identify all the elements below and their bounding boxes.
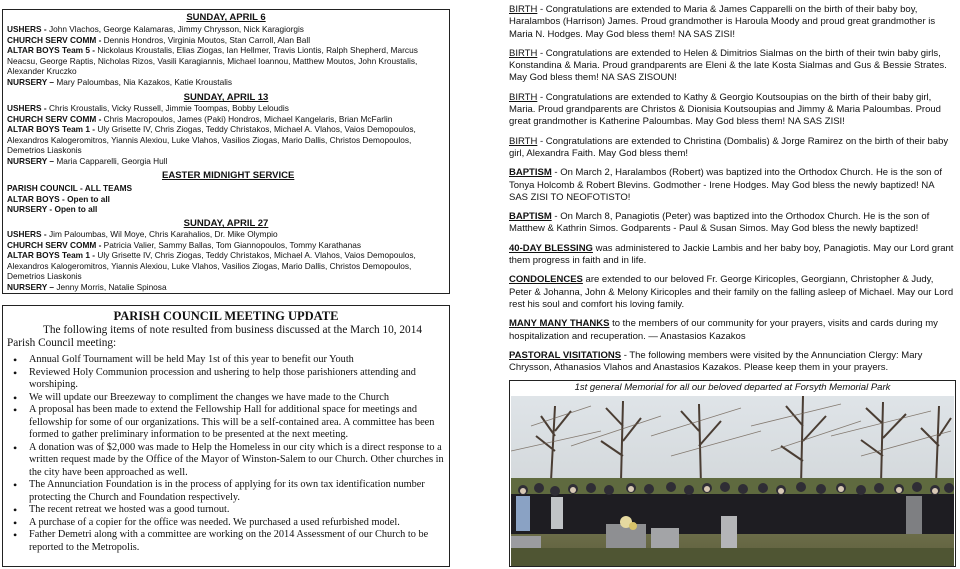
church-serv-label: CHURCH SERV COMM - [7,34,104,45]
list-item: • Reviewed Holy Communion procession and ushering to help those parishioners attending and worshiping. [7,367,445,392]
blessing-keyword: 40-DAY BLESSING [509,242,593,254]
church-serv-names: Dennis Hondros, Virginia Moutos, Stan Carroll, Alan Ball [103,34,311,45]
nursery-line [7,282,445,293]
list-item: • Father Demetri along with a committee are working on the 2014 Assessment of our Church to be reported to the Metropolis. [7,529,445,554]
ushers-line [7,24,445,35]
visits-text: - The following members were visited by the Annunciation Clergy: Mary Chrysson, Athanasios Vlahos and Anastasios Kazakos. Please keep them in your prayers. [509,349,923,374]
schedule-title-april-6: SUNDAY, APRIL 6 [186,12,266,23]
thanks-keyword: MANY MANY THANKS [509,318,610,330]
memorial-photo [511,396,954,566]
visits-keyword: PASTORAL VISITATIONS [509,349,622,361]
announcements-column [509,4,955,381]
easter-line-council: PARISH COUNCIL - ALL TEAMS [7,183,133,193]
baptism-keyword: BAPTISM [509,211,552,223]
altar-boys-label: ALTAR BOYS Team 1 - [7,250,98,260]
condolences-text: are extended to our beloved Fr. George Kiricoples, Georgiann, Christopher & Judy, Peter & Johanna, John & Melony Kiricoples and their family on the falling asleep of Michael. May our Lord rest his soul and comfort his loving family. [509,274,954,310]
schedule-title-april-27: SUNDAY, APRIL 27 [183,218,269,229]
blessing-announcement [509,243,955,268]
ushers-names: John Vlachos, George Kalamaras, Jimmy Chrysson, Nick Karagiorgis [48,24,304,34]
visits-announcement [509,350,955,375]
easter-lines [7,183,132,215]
ushers-label: USHERS - [7,229,49,239]
birth-announcement [509,4,955,41]
schedule-title-april-13: SUNDAY, APRIL 13 [183,92,269,103]
ushers-names: Chris Kroustalis, Vicky Russell, Jimmie Toompas, Bobby Leloudis [48,103,289,113]
council-intro: The following items of note resulted from business discussed at the March 10, 2014 Parish Council meeting: [7,324,423,349]
birth-keyword: BIRTH [509,47,538,59]
altar-boys-names: Nickolaus Kroustalis, Elias Ziogas, Ian Hellmer, Travis Liontis, Ralph Shepherd, Marcus Neacsu, George Raptis, Nicholas Rizos, Vasili Karagiannis, Michael Ioannou, Matthew Moutos, John Kroustalis, Alexander Kruczko [7,45,418,76]
altar-boys-line [7,124,445,156]
birth-text: - Congratulations are extended to Kathy & Georgio Koutsoupias on the birth of their baby girl, Maria. Proud grandparents are Christos & Dionisia Koutsoupias and Jimmy & Maria Paloumbas. Proud great grandmother is Katherine Paloumbas. May God bless them! NA SAS ZISI! [509,91,941,128]
nursery-names: Jenny Morris, Natalie Spinosa [56,281,167,292]
list-item: • A purchase of a copier for the office was needed. We purchased a used refurbished model. [7,517,445,530]
ushers-label: USHERS - [7,24,49,34]
birth-keyword: BIRTH [509,4,538,15]
church-serv-line [7,35,445,46]
thanks-text: to the members of our community for your prayers, visits and cards during my hospitalization and recuperation. — Anastasios Kazakos [509,318,938,342]
altar-boys-names: Uly Grisette IV, Chris Ziogas, Teddy Christakos, Michael A. Vlahos, Vaios Demopoulos, Alexandros Kalogeromitros, Yiannis Alexiou, Luke Vlahos, Vasilios Ziogas, Mario Dallis, Christos Demopoulos, Demetrios Liaskonis [7,124,416,155]
easter-title: EASTER MIDNIGHT SERVICE [162,170,295,181]
ushers-line [7,103,445,114]
church-serv-names: Chris Macropoulos, James (Paki) Hondros, Michael Kangelaris, Brian McFarlin [103,113,393,124]
nursery-label: NURSERY – [7,155,57,166]
altar-boys-names: Uly Grisette IV, Chris Ziogas, Teddy Christakos, Michael A. Vlahos, Vaios Demopoulos, Alexandros Kalogeromitros, Yiannis Alexiou, Luke Vlahos, Vasilios Ziogas, Mario Dallis, Christos Demopoulos, Demetrios Liaskonis [7,250,416,281]
birth-text: - Congratulations are extended to Christina (Dombalis) & Jorge Ramirez on the birth of their baby girl, Alexandra Faith. May God bless them! [509,135,949,159]
easter-line-nursery: NURSERY - Open to all [7,204,98,214]
birth-announcement [509,92,955,129]
ushers-names: Jim Paloumbas, Wil Moye, Chris Karahalios, Dr. Mike Olympio [48,229,278,239]
ushers-line [7,229,445,240]
blessing-text: was administered to Jackie Lambis and her baby boy, Panagiotis. May our Lord grant them progress in faith and in life. [509,242,954,267]
council-title: PARISH COUNCIL MEETING UPDATE [113,309,339,323]
thanks-announcement [509,318,955,343]
church-serv-names: Patricia Valier, Sammy Ballas, Tom Giannopoulos, Tommy Karathanas [103,239,361,250]
nursery-line [7,156,445,167]
memorial-photo-box [509,380,956,567]
list-item: • Annual Golf Tournament will be held May 1st of this year to benefit our Youth [7,354,445,367]
altar-boys-line [7,45,445,77]
church-serv-label: CHURCH SERV COMM - [7,239,104,250]
nursery-label: NURSERY – [7,281,57,292]
nursery-names: Maria Capparelli, Georgia Hull [56,155,168,166]
nursery-line [7,77,445,88]
list-item: • We will update our Breezeway to compliment the changes we have made to the Church [7,392,445,405]
birth-text: - Congratulations are extended to Helen & Dimitrios Sialmas on the birth of their twin baby girls, Konstandina & Maria. Proud grandparents are Eleni & the late Kosta Sialmas and Gus & Bessie Strates. May God bless them! NA SAS ZISOUN! [509,47,947,84]
birth-keyword: BIRTH [509,135,538,147]
list-item: • The recent retreat we hosted was a good turnout. [7,504,445,517]
nursery-label: NURSERY – [7,76,57,87]
nursery-names: Mary Paloumbas, Nia Kazakos, Katie Kroustalis [56,76,233,87]
condolences-keyword: CONDOLENCES [509,274,583,286]
condolences-announcement [509,274,955,311]
church-serv-line [7,114,445,125]
church-serv-line [7,240,445,251]
birth-announcement [509,48,955,85]
schedule-box [2,9,450,294]
easter-section [7,168,445,214]
birth-keyword: BIRTH [509,91,538,103]
easter-line-altar: ALTAR BOYS - Open to all [7,193,110,204]
birth-announcement [509,136,955,161]
list-item: • The Annunciation Foundation is in the process of applying for its own tax identification number protecting the Church and Foundation respectively. [7,479,445,504]
baptism-text: - On March 8, Panagiotis (Peter) was baptized into the Orthodox Church. He is the son of Matthew & Kathrin Simos. Godparents - Paul & Susan Simos. May God bless the newly baptized! [509,211,930,235]
council-update-box [2,305,450,567]
church-serv-label: CHURCH SERV COMM - [7,113,104,124]
list-item: • A proposal has been made to extend the Fellowship Hall for additional space for meetings and fellowship for some of our organizations. This will be a self-contained area. A committee has been formed to gather preliminary information to be presented at the next meeting. [7,404,445,442]
list-item: • A donation was of $2,000 was made to Help the Homeless in our city which is a direct response to a written request made by the Office of the Mayor of Winston-Salem to our Church. Other churches in the city have been approached as well. [7,442,445,480]
birth-text: - Congratulations are extended to Maria & James Capparelli on the birth of their baby boy, Haralambos (Harrison) James. Proud grandmother is Haroula Moody and proud great grandmother is Maria N. Hodges. May God bless them! NA SAS ZISI! [509,4,936,40]
council-items-list [7,354,445,554]
altar-boys-label: ALTAR BOYS Team 1 - [7,124,98,134]
memorial-caption: 1st general Memorial for all our beloved departed at Forsyth Memorial Park [574,382,891,393]
baptism-announcement [509,211,955,236]
altar-boys-label: ALTAR BOYS Team 5 - [7,45,98,55]
baptism-text: - On March 2, Haralambos (Robert) was baptized into the Orthodox Church. He is the son of Tonya Holcomb & Robert Blevins. Godmother - Irene Hodges. May God bless the newly baptized! NA SAS ZISI TO NEOFOTISTO! [509,167,942,203]
altar-boys-line [7,250,445,282]
baptism-announcement [509,167,955,204]
baptism-keyword: BAPTISM [509,167,552,179]
ushers-label: USHERS - [7,103,49,113]
